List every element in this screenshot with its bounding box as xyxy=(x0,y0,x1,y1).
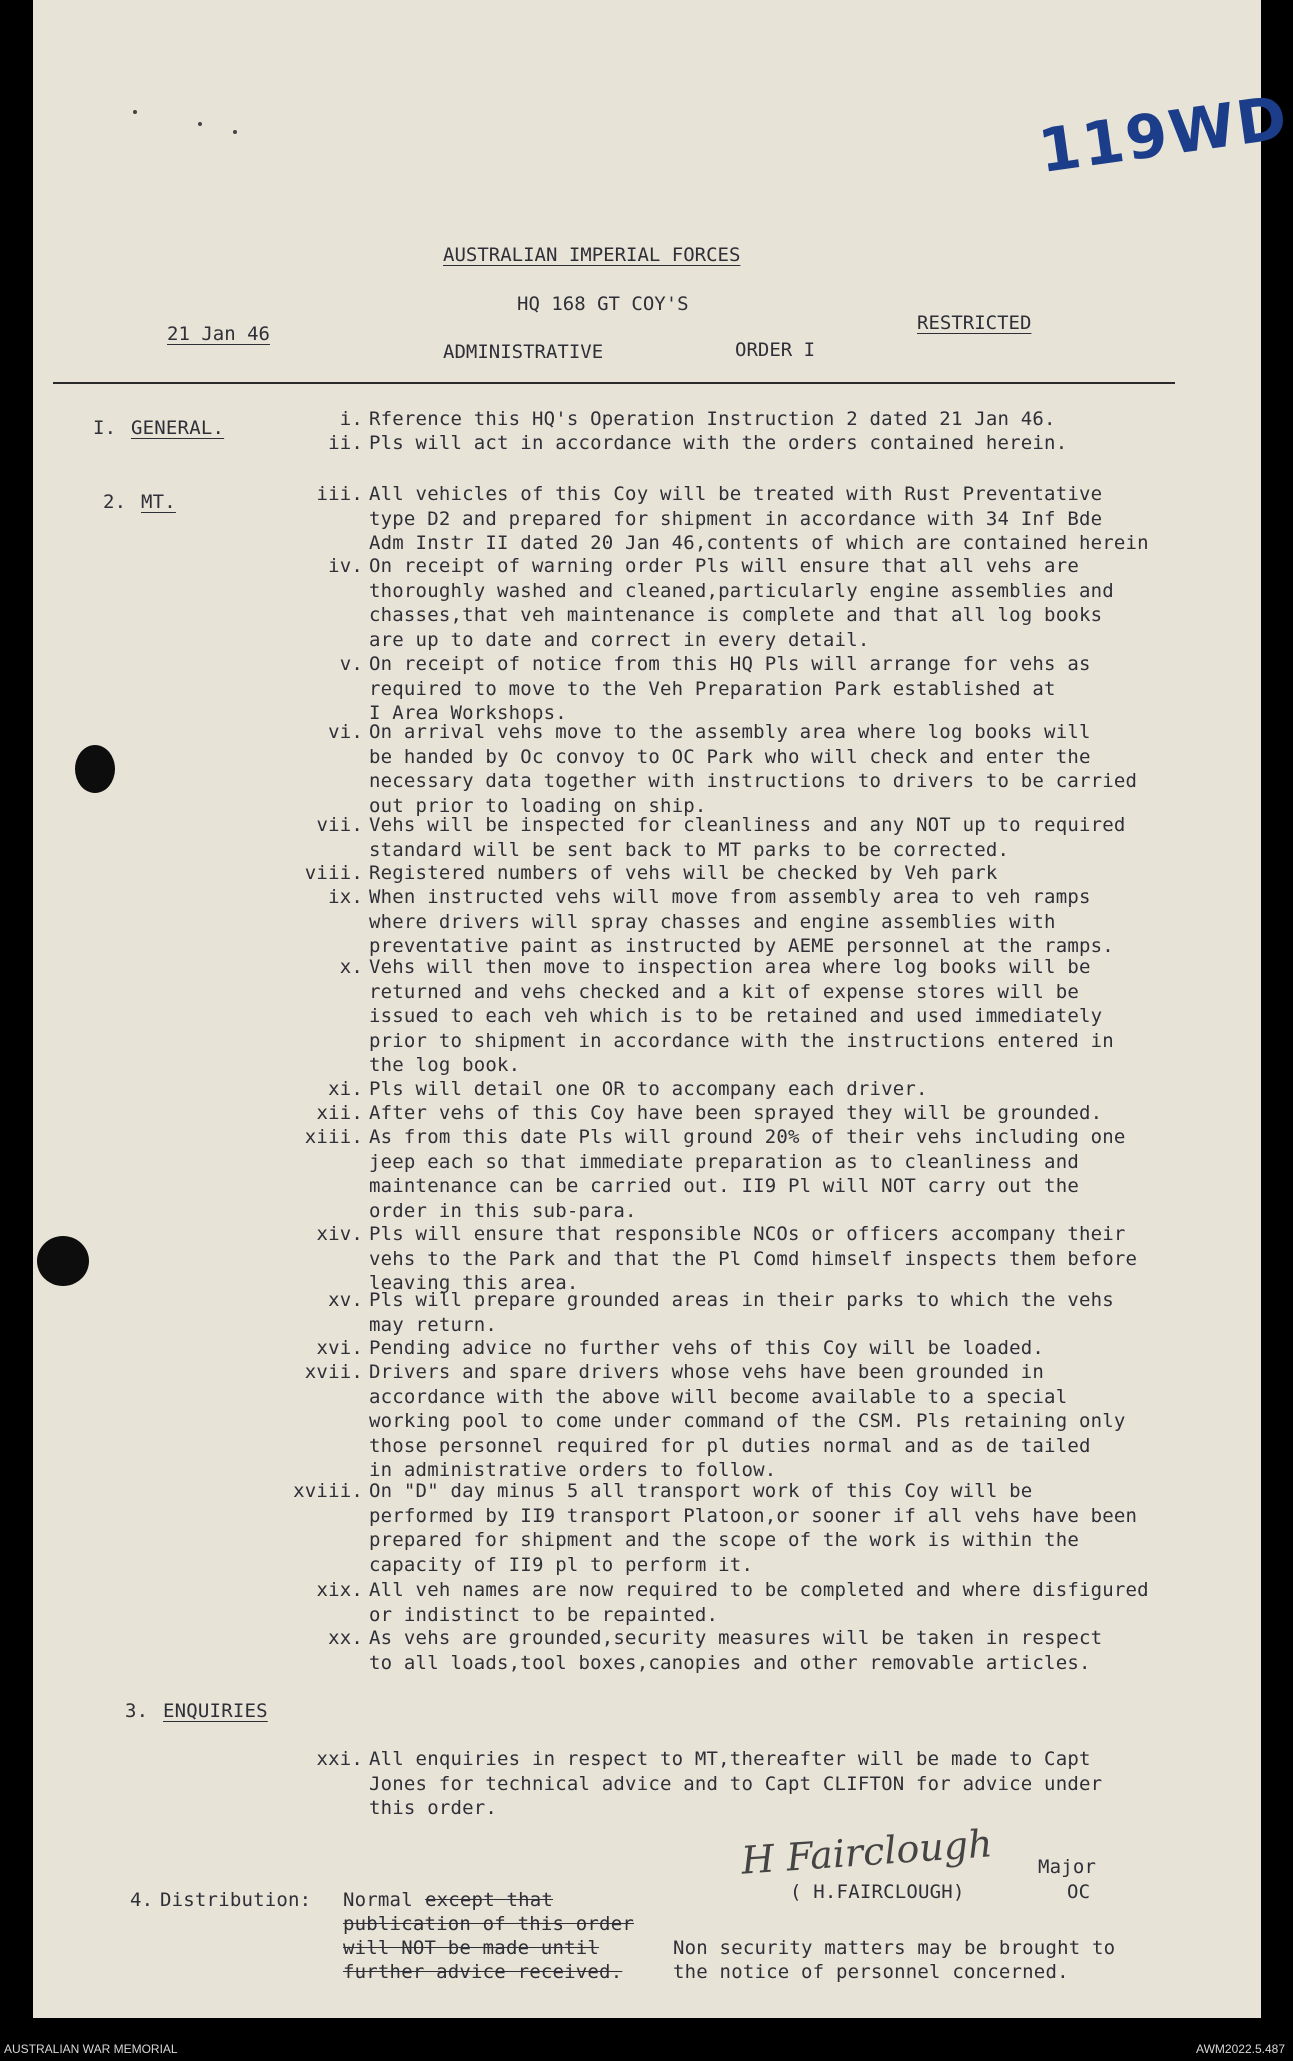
section-enquiries-title: ENQUIRIES xyxy=(163,1700,268,1722)
distribution-note: Non security matters may be brought to xyxy=(673,1937,1116,1959)
item-numeral: xviii. xyxy=(293,1480,363,1502)
item-text-line: are up to date and correct in every detail. xyxy=(369,628,870,651)
item-text-line: Pls will detail one OR to accompany each driver. xyxy=(369,1078,928,1100)
item-text-line: Pls will prepare grounded areas in their parks to which the vehs xyxy=(369,1289,1114,1311)
item-text-line: After vehs of this Coy have been sprayed they will be grounded. xyxy=(369,1102,1103,1124)
ink-speck xyxy=(198,122,202,126)
item-text-line: On arrival vehs move to the assembly area where log books will xyxy=(369,721,1091,743)
item-numeral: xix. xyxy=(316,1579,363,1601)
item-text-line: out prior to loading on ship. xyxy=(369,794,707,817)
item-text-line: Drivers and spare drivers whose vehs have been grounded in xyxy=(369,1361,1045,1383)
item-text-line: required to move to the Veh Preparation Park established at xyxy=(369,677,1056,700)
ink-speck xyxy=(133,110,137,114)
item-numeral: xiii. xyxy=(304,1126,363,1148)
item-text-line: When instructed vehs will move from assembly area to veh ramps xyxy=(369,886,1091,908)
item-numeral: xi. xyxy=(328,1078,363,1100)
header-rule xyxy=(53,382,1175,384)
signatory-role: OC xyxy=(1067,1881,1091,1903)
item-text-line: vehs to the Park and that the Pl Comd himself inspects them before xyxy=(369,1247,1138,1270)
section-distribution-num: 4. xyxy=(130,1889,154,1911)
item-numeral: i. xyxy=(339,408,363,430)
item-text-line: Vehs will then move to inspection area where log books will be xyxy=(369,956,1091,978)
item-text-line: Adm Instr II dated 20 Jan 46,contents of which are contained herein xyxy=(369,532,1149,554)
item-text-line: accordance with the above will become available to a special xyxy=(369,1385,1068,1408)
section-enquiries-num: 3. xyxy=(125,1700,149,1722)
item-numeral: xvii. xyxy=(304,1361,363,1383)
item-text-line: returned and vehs checked and a kit of expense stores will be xyxy=(369,980,1079,1003)
item-numeral: xv. xyxy=(328,1289,363,1311)
item-text-line: As vehs are grounded,security measures will be taken in respect xyxy=(369,1627,1103,1649)
item-text-line: Pls will act in accordance with the orders contained herein. xyxy=(369,432,1068,454)
item-text-line: leaving this area. xyxy=(369,1272,579,1294)
item-text-line: On "D" day minus 5 all transport work of this Coy will be xyxy=(369,1480,1033,1502)
item-text-line: or indistinct to be repainted. xyxy=(369,1603,719,1626)
item-text-line: type D2 and prepared for shipment in accordance with 34 Inf Bde xyxy=(369,507,1103,530)
item-text-line: those personnel required for pl duties normal and as de tailed xyxy=(369,1434,1091,1457)
item-text-line: standard will be sent back to MT parks to be corrected. xyxy=(369,838,1010,861)
item-numeral: ix. xyxy=(328,886,363,908)
item-numeral: xxi. xyxy=(316,1748,363,1770)
distribution-normal: Normal xyxy=(343,1889,413,1911)
item-text-line: All enquiries in respect to MT,thereafter will be made to Capt xyxy=(369,1748,1091,1770)
item-text-line: Registered numbers of vehs will be checked by Veh park xyxy=(369,862,998,884)
section-mt-title: MT. xyxy=(141,491,176,513)
item-text-line: the log book. xyxy=(369,1054,521,1076)
document-title: AUSTRALIAN IMPERIAL FORCES xyxy=(443,244,741,266)
item-numeral: iii. xyxy=(316,483,363,505)
unit-line: HQ 168 GT COY'S xyxy=(517,293,689,315)
item-numeral: xx. xyxy=(328,1627,363,1649)
handwritten-signature: H Fairclough xyxy=(739,1821,994,1883)
distribution-struck-text: publication of this order xyxy=(343,1913,634,1935)
item-text-line: Rference this HQ's Operation Instruction 2 dated 21 Jan 46. xyxy=(369,408,1056,430)
item-text-line: Jones for technical advice and to Capt CLIFTON for advice under xyxy=(369,1772,1103,1795)
item-numeral: v. xyxy=(339,653,363,675)
item-text-line: On receipt of notice from this HQ Pls will arrange for vehs as xyxy=(369,653,1091,675)
item-text-line: prior to shipment in accordance with the instructions entered in xyxy=(369,1029,1114,1052)
item-text-line: All vehicles of this Coy will be treated with Rust Preventative xyxy=(369,483,1103,505)
item-text-line: be handed by Oc convoy to OC Park who will check and enter the xyxy=(369,745,1091,768)
item-numeral: ii. xyxy=(328,432,363,454)
item-numeral: viii. xyxy=(304,862,363,884)
item-text-line: As from this date Pls will ground 20% of their vehs including one xyxy=(369,1126,1126,1148)
item-text-line: where drivers will spray chasses and engine assemblies with xyxy=(369,910,1056,933)
item-numeral: xii. xyxy=(316,1102,363,1124)
item-numeral: xvi. xyxy=(316,1337,363,1359)
distribution-struck-text: except that xyxy=(425,1889,554,1911)
item-text-line: necessary data together with instructions to drivers to be carried xyxy=(369,770,1138,792)
item-text-line: preventative paint as instructed by AEME personnel at the ramps. xyxy=(369,935,1114,957)
distribution-struck-text: will NOT be made until xyxy=(343,1937,600,1959)
item-text-line: order in this sub-para. xyxy=(369,1199,637,1222)
item-text-line: prepared for shipment and the scope of the work is within the xyxy=(369,1529,1079,1551)
section-distribution-title: Distribution: xyxy=(160,1889,312,1911)
distribution-struck-text: further advice received. xyxy=(343,1961,623,1983)
item-text-line: performed by II9 transport Platoon,or sooner if all vehs have been xyxy=(369,1504,1138,1527)
item-text-line: Pending advice no further vehs of this Coy will be loaded. xyxy=(369,1337,1045,1359)
item-text-line: All veh names are now required to be completed and where disfigured xyxy=(369,1579,1149,1601)
item-numeral: vii. xyxy=(316,814,363,836)
signatory-name: ( H.FAIRCLOUGH) xyxy=(790,1881,965,1903)
ink-speck xyxy=(233,130,237,134)
item-text-line: thoroughly washed and cleaned,particularly engine assemblies and xyxy=(369,579,1114,602)
footer-accession-number: AWM2022.5.487 xyxy=(1196,2042,1285,2056)
item-text-line: may return. xyxy=(369,1313,498,1336)
item-text-line: working pool to come under command of the CSM. Pls retaining only xyxy=(369,1410,1126,1432)
item-text-line: I Area Workshops. xyxy=(369,702,567,724)
section-mt-num: 2. xyxy=(103,491,127,513)
signatory-rank: Major xyxy=(1038,1856,1097,1878)
section-general-title: GENERAL. xyxy=(131,417,225,439)
item-text-line: chasses,that veh maintenance is complete and that all log books xyxy=(369,604,1103,626)
document-page xyxy=(33,0,1293,2018)
item-text-line: issued to each veh which is to be retained and used immediately xyxy=(369,1005,1103,1027)
item-text-line: Vehs will be inspected for cleanliness and any NOT up to required xyxy=(369,814,1126,836)
item-numeral: iv. xyxy=(328,555,363,577)
item-text-line: this order. xyxy=(369,1797,498,1819)
item-text-line: maintenance can be carried out. II9 Pl will NOT carry out the xyxy=(369,1175,1079,1197)
item-text-line: Pls will ensure that responsible NCOs or officers accompany their xyxy=(369,1223,1126,1245)
order-number: ORDER I xyxy=(735,339,816,361)
footer-archive-name: AUSTRALIAN WAR MEMORIAL xyxy=(4,2042,178,2056)
distribution-note: the notice of personnel concerned. xyxy=(673,1961,1069,1983)
item-numeral: vi. xyxy=(328,721,363,743)
order-type: ADMINISTRATIVE xyxy=(443,341,604,363)
item-numeral: x. xyxy=(339,956,363,978)
classification: RESTRICTED xyxy=(917,312,1032,334)
item-text-line: On receipt of warning order Pls will ensure that all vehs are xyxy=(369,555,1079,577)
punch-hole xyxy=(37,1236,89,1286)
section-general-num: I. xyxy=(93,417,117,439)
item-text-line: to all loads,tool boxes,canopies and other removable articles. xyxy=(369,1651,1091,1674)
item-text-line: capacity of II9 pl to perform it. xyxy=(369,1553,754,1576)
document-date: 21 Jan 46 xyxy=(167,323,270,345)
punch-hole xyxy=(75,745,115,793)
item-numeral: xiv. xyxy=(316,1223,363,1245)
handwritten-reference: 119WD xyxy=(1034,82,1293,188)
item-text-line: jeep each so that immediate preparation as to cleanliness and xyxy=(369,1150,1079,1173)
item-text-line: in administrative orders to follow. xyxy=(369,1459,777,1481)
